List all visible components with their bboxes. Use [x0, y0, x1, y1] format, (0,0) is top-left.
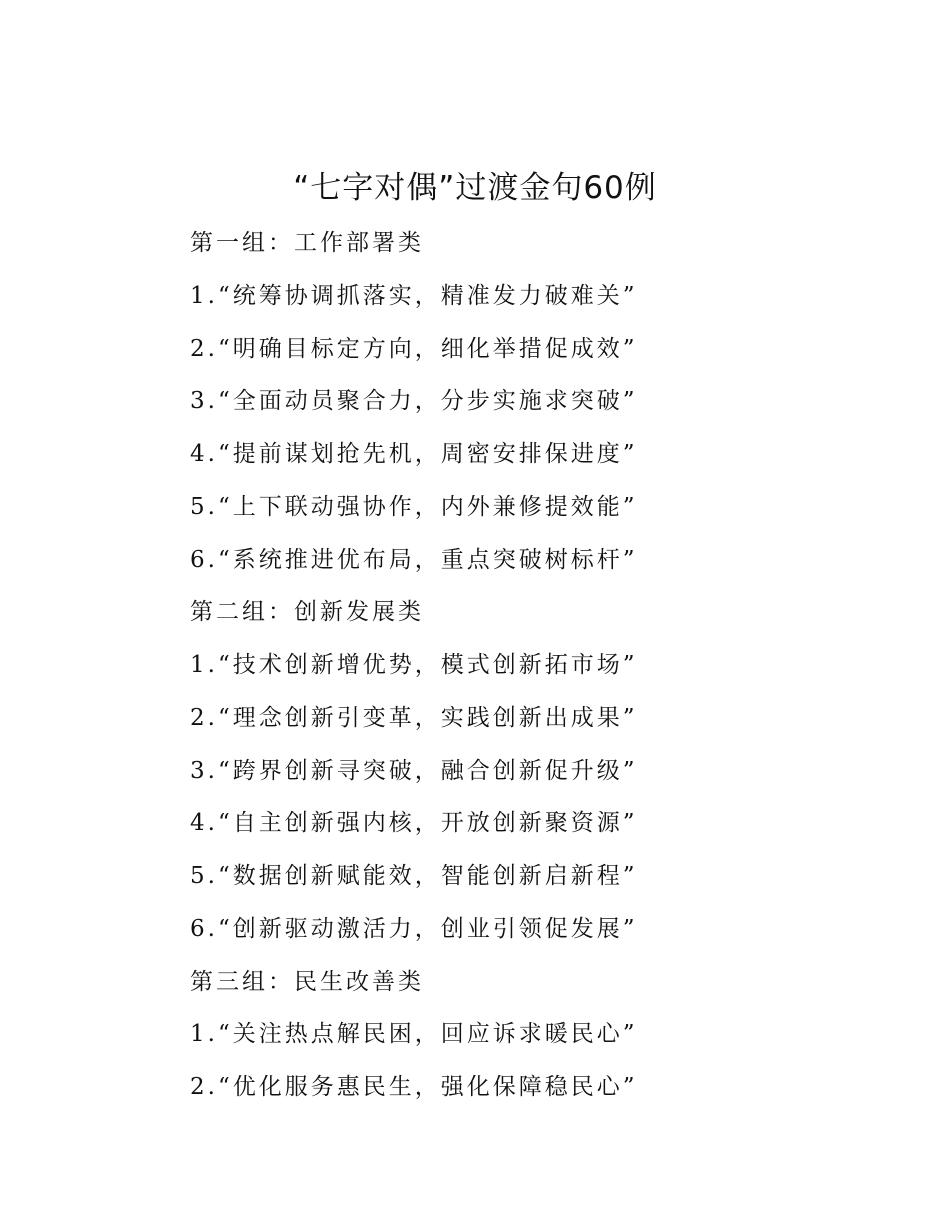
list-item: 4.“自主创新强内核，开放创新聚资源”	[190, 810, 638, 837]
group-heading: 第一组：工作部署类	[190, 230, 424, 256]
group-heading: 第二组：创新发展类	[190, 599, 424, 626]
document-title: “七字对偶”过渡金句60例	[293, 170, 657, 206]
list-item: 2.“明确目标定方向，细化举措促成效”	[190, 335, 638, 362]
document-body	[190, 219, 870, 1116]
list-item: 6.“系统推进优布局，重点突破树标杆”	[190, 546, 638, 573]
list-item: 4.“提前谋划抢先机，周密安排保进度”	[190, 441, 638, 467]
list-item: 3.“全面动员聚合力，分步实施求突破”	[190, 388, 638, 415]
list-item: 2.“优化服务惠民生，强化保障稳民心”	[190, 1074, 638, 1100]
list-item: 5.“数据创新赋能效，智能创新启新程”	[190, 863, 638, 889]
list-item: 3.“跨界创新寻突破，融合创新促升级”	[190, 757, 638, 784]
list-item: 1.“技术创新增优势，模式创新拓市场”	[190, 652, 638, 678]
list-item: 1.“关注热点解民困，回应诉求暖民心”	[190, 1021, 638, 1048]
group-heading: 第三组：民生改善类	[190, 968, 424, 995]
list-item: 6.“创新驱动激活力，创业引领促发展”	[190, 915, 638, 942]
list-item: 1.“统筹协调抓落实，精准发力破难关”	[190, 282, 638, 309]
list-item: 5.“上下联动强协作，内外兼修提效能”	[190, 493, 638, 520]
list-item: 2.“理念创新引变革，实践创新出成果”	[190, 704, 638, 731]
